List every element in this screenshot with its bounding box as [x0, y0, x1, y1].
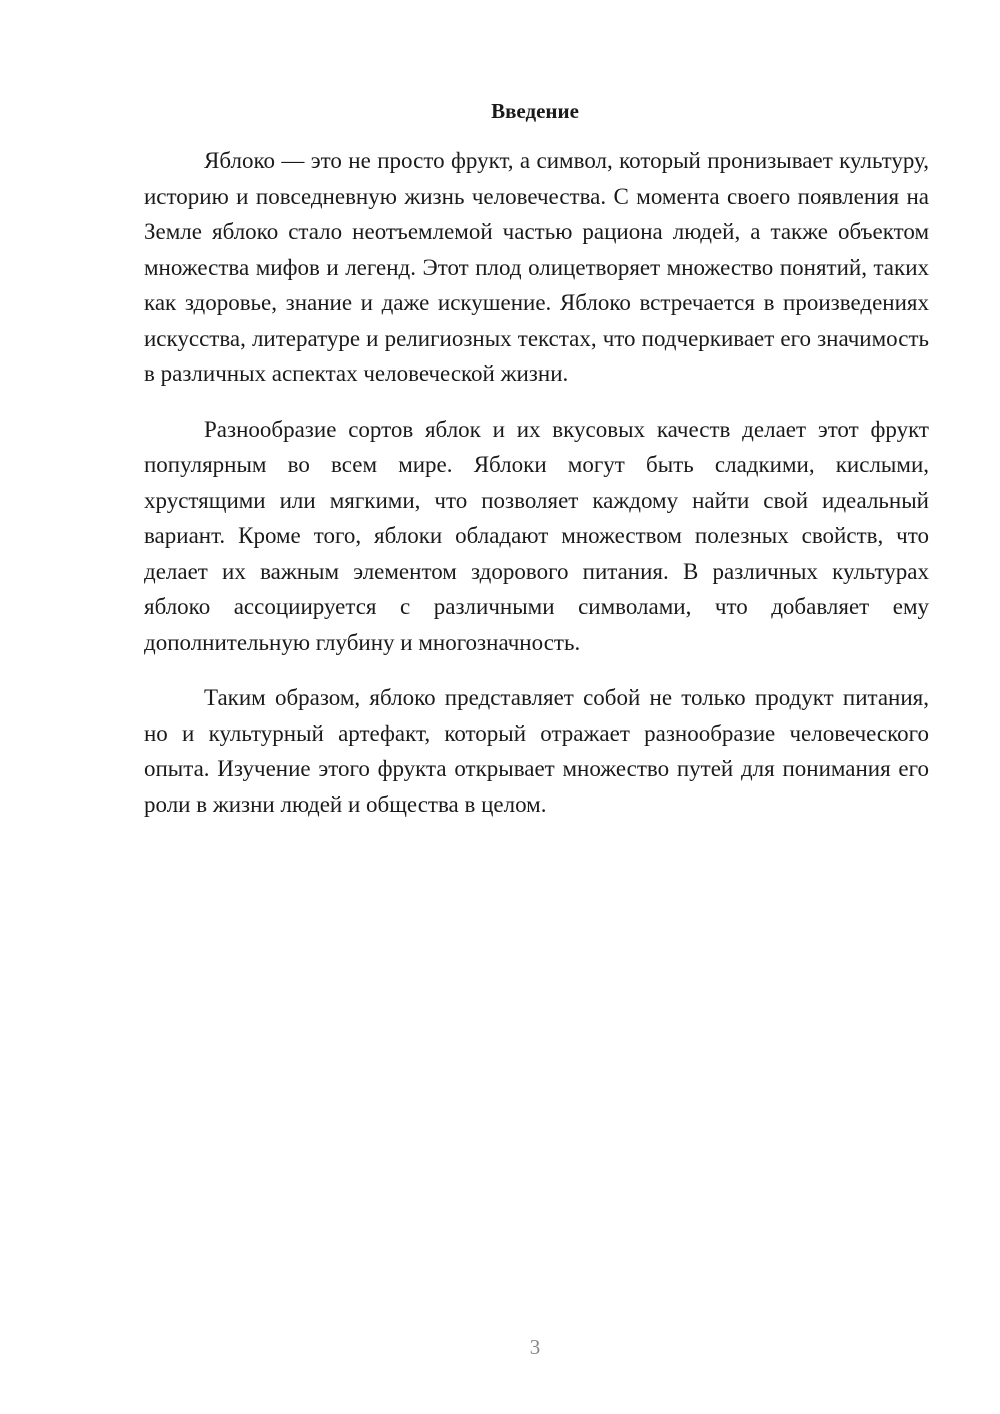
page-number: 3 — [529, 1335, 541, 1359]
paragraph-3: Таким образом, яблоко представляет собой не только продукт питания, но и культурный артефакт, который отражает разнообразие человеческого опыта. Изучение этого фрукта открывает множество путей для понимания его роли в жизни людей и общества в целом. — [144, 685, 929, 817]
paragraph-1: Яблоко — это не просто фрукт, а символ, который пронизывает культуру, историю и повседневную жизнь человечества. С момента своего появления на Земле яблоко стало неотъемлемой частью рациона людей, а также объектом множества мифов и легенд. Этот плод олицетворяет множество понятий, таких как здоровье, знание и даже искушение. Яблоко встречается в произведениях искусства, литературе и религиозных текстах, что подчеркивает его значимость в различных аспектах человеческой жизни. — [144, 148, 929, 386]
section-title: Введение — [491, 99, 579, 123]
body-text — [144, 143, 929, 842]
paragraph-2: Разнообразие сортов яблок и их вкусовых качеств делает этот фрукт популярным во всем мире. Яблоки могут быть сладкими, кислыми, хрустящими или мягкими, что позволяет каждому найти свой идеальный вариант. Кроме того, яблоки обладают множеством полезных свойств, что делает их важным элементом здорового питания. В различных культурах яблоко ассоциируется с различными символами, что добавляет ему дополнительную глубину и многозначность. — [144, 416, 929, 655]
